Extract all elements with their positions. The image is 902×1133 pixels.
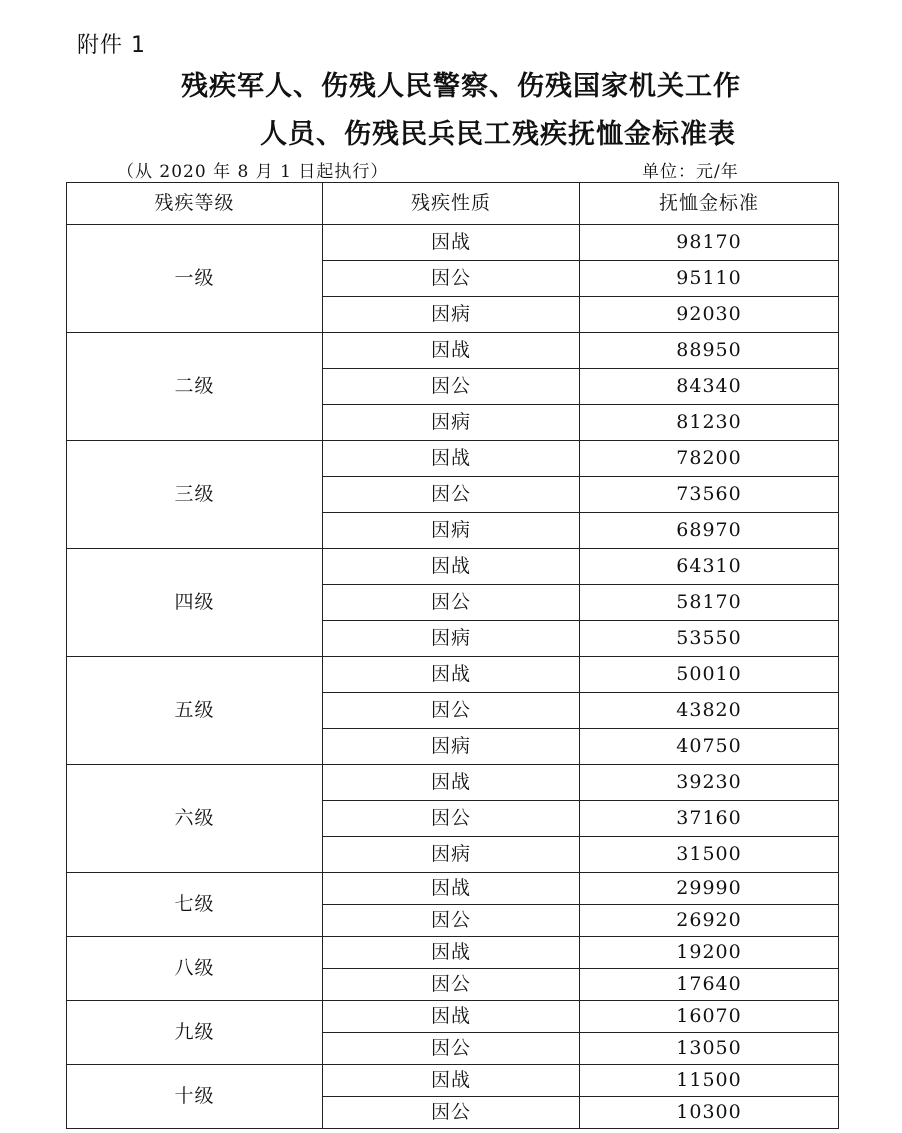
disability-nature-cell: 因公: [323, 477, 580, 513]
pension-amount-cell: 68970: [580, 513, 839, 549]
disability-nature-cell: 因病: [323, 621, 580, 657]
pension-amount-cell: 13050: [580, 1033, 839, 1065]
pension-amount-cell: 58170: [580, 585, 839, 621]
disability-nature-cell: 因战: [323, 937, 580, 969]
table-row: [67, 441, 839, 477]
pension-amount-cell: 16070: [580, 1001, 839, 1033]
pension-amount-cell: 43820: [580, 693, 839, 729]
table-row: [67, 765, 839, 801]
disability-level-cell: 一级: [67, 225, 323, 333]
attachment-label: 附件 1: [77, 33, 146, 58]
disability-nature-cell: 因病: [323, 729, 580, 765]
disability-nature-cell: 因战: [323, 1001, 580, 1033]
disability-nature-cell: 因战: [323, 333, 580, 369]
document-title-line-1: 残疾军人、伤残人民警察、伤残国家机关工作: [181, 71, 741, 102]
disability-level-cell: 三级: [67, 441, 323, 549]
disability-level-cell: 七级: [67, 873, 323, 937]
pension-amount-cell: 73560: [580, 477, 839, 513]
disability-level-cell: 四级: [67, 549, 323, 657]
disability-nature-cell: 因战: [323, 873, 580, 905]
table-row: [67, 225, 839, 261]
header-disability-level: 残疾等级: [67, 183, 323, 225]
header-pension-standard: 抚恤金标准: [580, 183, 839, 225]
disability-nature-cell: 因战: [323, 441, 580, 477]
pension-amount-cell: 92030: [580, 297, 839, 333]
pension-amount-cell: 64310: [580, 549, 839, 585]
pension-amount-cell: 40750: [580, 729, 839, 765]
document-title-line-2-wrap: [0, 112, 902, 151]
effective-date-note: （从 2020 年 8 月 1 日起执行）: [117, 162, 389, 182]
disability-nature-cell: 因公: [323, 693, 580, 729]
disability-nature-cell: 因公: [323, 801, 580, 837]
pension-amount-cell: 84340: [580, 369, 839, 405]
disability-nature-cell: 因公: [323, 369, 580, 405]
disability-nature-cell: 因病: [323, 297, 580, 333]
disability-nature-cell: 因公: [323, 1033, 580, 1065]
disability-level-cell: 六级: [67, 765, 323, 873]
pension-amount-cell: 11500: [580, 1065, 839, 1097]
pension-amount-cell: 29990: [580, 873, 839, 905]
pension-amount-cell: 50010: [580, 657, 839, 693]
disability-nature-cell: 因病: [323, 513, 580, 549]
pension-amount-cell: 88950: [580, 333, 839, 369]
disability-nature-cell: 因公: [323, 585, 580, 621]
pension-amount-cell: 53550: [580, 621, 839, 657]
pension-amount-cell: 19200: [580, 937, 839, 969]
pension-amount-cell: 10300: [580, 1097, 839, 1129]
disability-nature-cell: 因公: [323, 1097, 580, 1129]
table-row: [67, 657, 839, 693]
disability-nature-cell: 因公: [323, 969, 580, 1001]
disability-nature-cell: 因病: [323, 405, 580, 441]
disability-nature-cell: 因战: [323, 549, 580, 585]
disability-level-cell: 九级: [67, 1001, 323, 1065]
disability-level-cell: 五级: [67, 657, 323, 765]
pension-amount-cell: 37160: [580, 801, 839, 837]
unit-note: 单位：元/年: [642, 162, 739, 182]
pension-amount-cell: 17640: [580, 969, 839, 1001]
disability-level-cell: 八级: [67, 937, 323, 1001]
disability-nature-cell: 因公: [323, 261, 580, 297]
disability-nature-cell: 因战: [323, 1065, 580, 1097]
pension-amount-cell: 98170: [580, 225, 839, 261]
table-row: [67, 873, 839, 905]
disability-nature-cell: 因病: [323, 837, 580, 873]
table-header-row: [67, 183, 839, 225]
table-row: [67, 1001, 839, 1033]
pension-amount-cell: 81230: [580, 405, 839, 441]
table-body: [67, 225, 839, 1129]
pension-amount-cell: 95110: [580, 261, 839, 297]
disability-nature-cell: 因战: [323, 765, 580, 801]
pension-amount-cell: 31500: [580, 837, 839, 873]
table-row: [67, 1065, 839, 1097]
pension-amount-cell: 39230: [580, 765, 839, 801]
disability-level-cell: 二级: [67, 333, 323, 441]
disability-level-cell: 十级: [67, 1065, 323, 1129]
header-disability-nature: 残疾性质: [323, 183, 580, 225]
pension-standard-table: [66, 182, 839, 1129]
table-row: [67, 937, 839, 969]
disability-nature-cell: 因战: [323, 657, 580, 693]
disability-nature-cell: 因公: [323, 905, 580, 937]
table-row: [67, 333, 839, 369]
document-title-line-2: 人员、伤残民兵民工残疾抚恤金标准表: [260, 119, 736, 150]
pension-amount-cell: 78200: [580, 441, 839, 477]
pension-amount-cell: 26920: [580, 905, 839, 937]
table-row: [67, 549, 839, 585]
disability-nature-cell: 因战: [323, 225, 580, 261]
